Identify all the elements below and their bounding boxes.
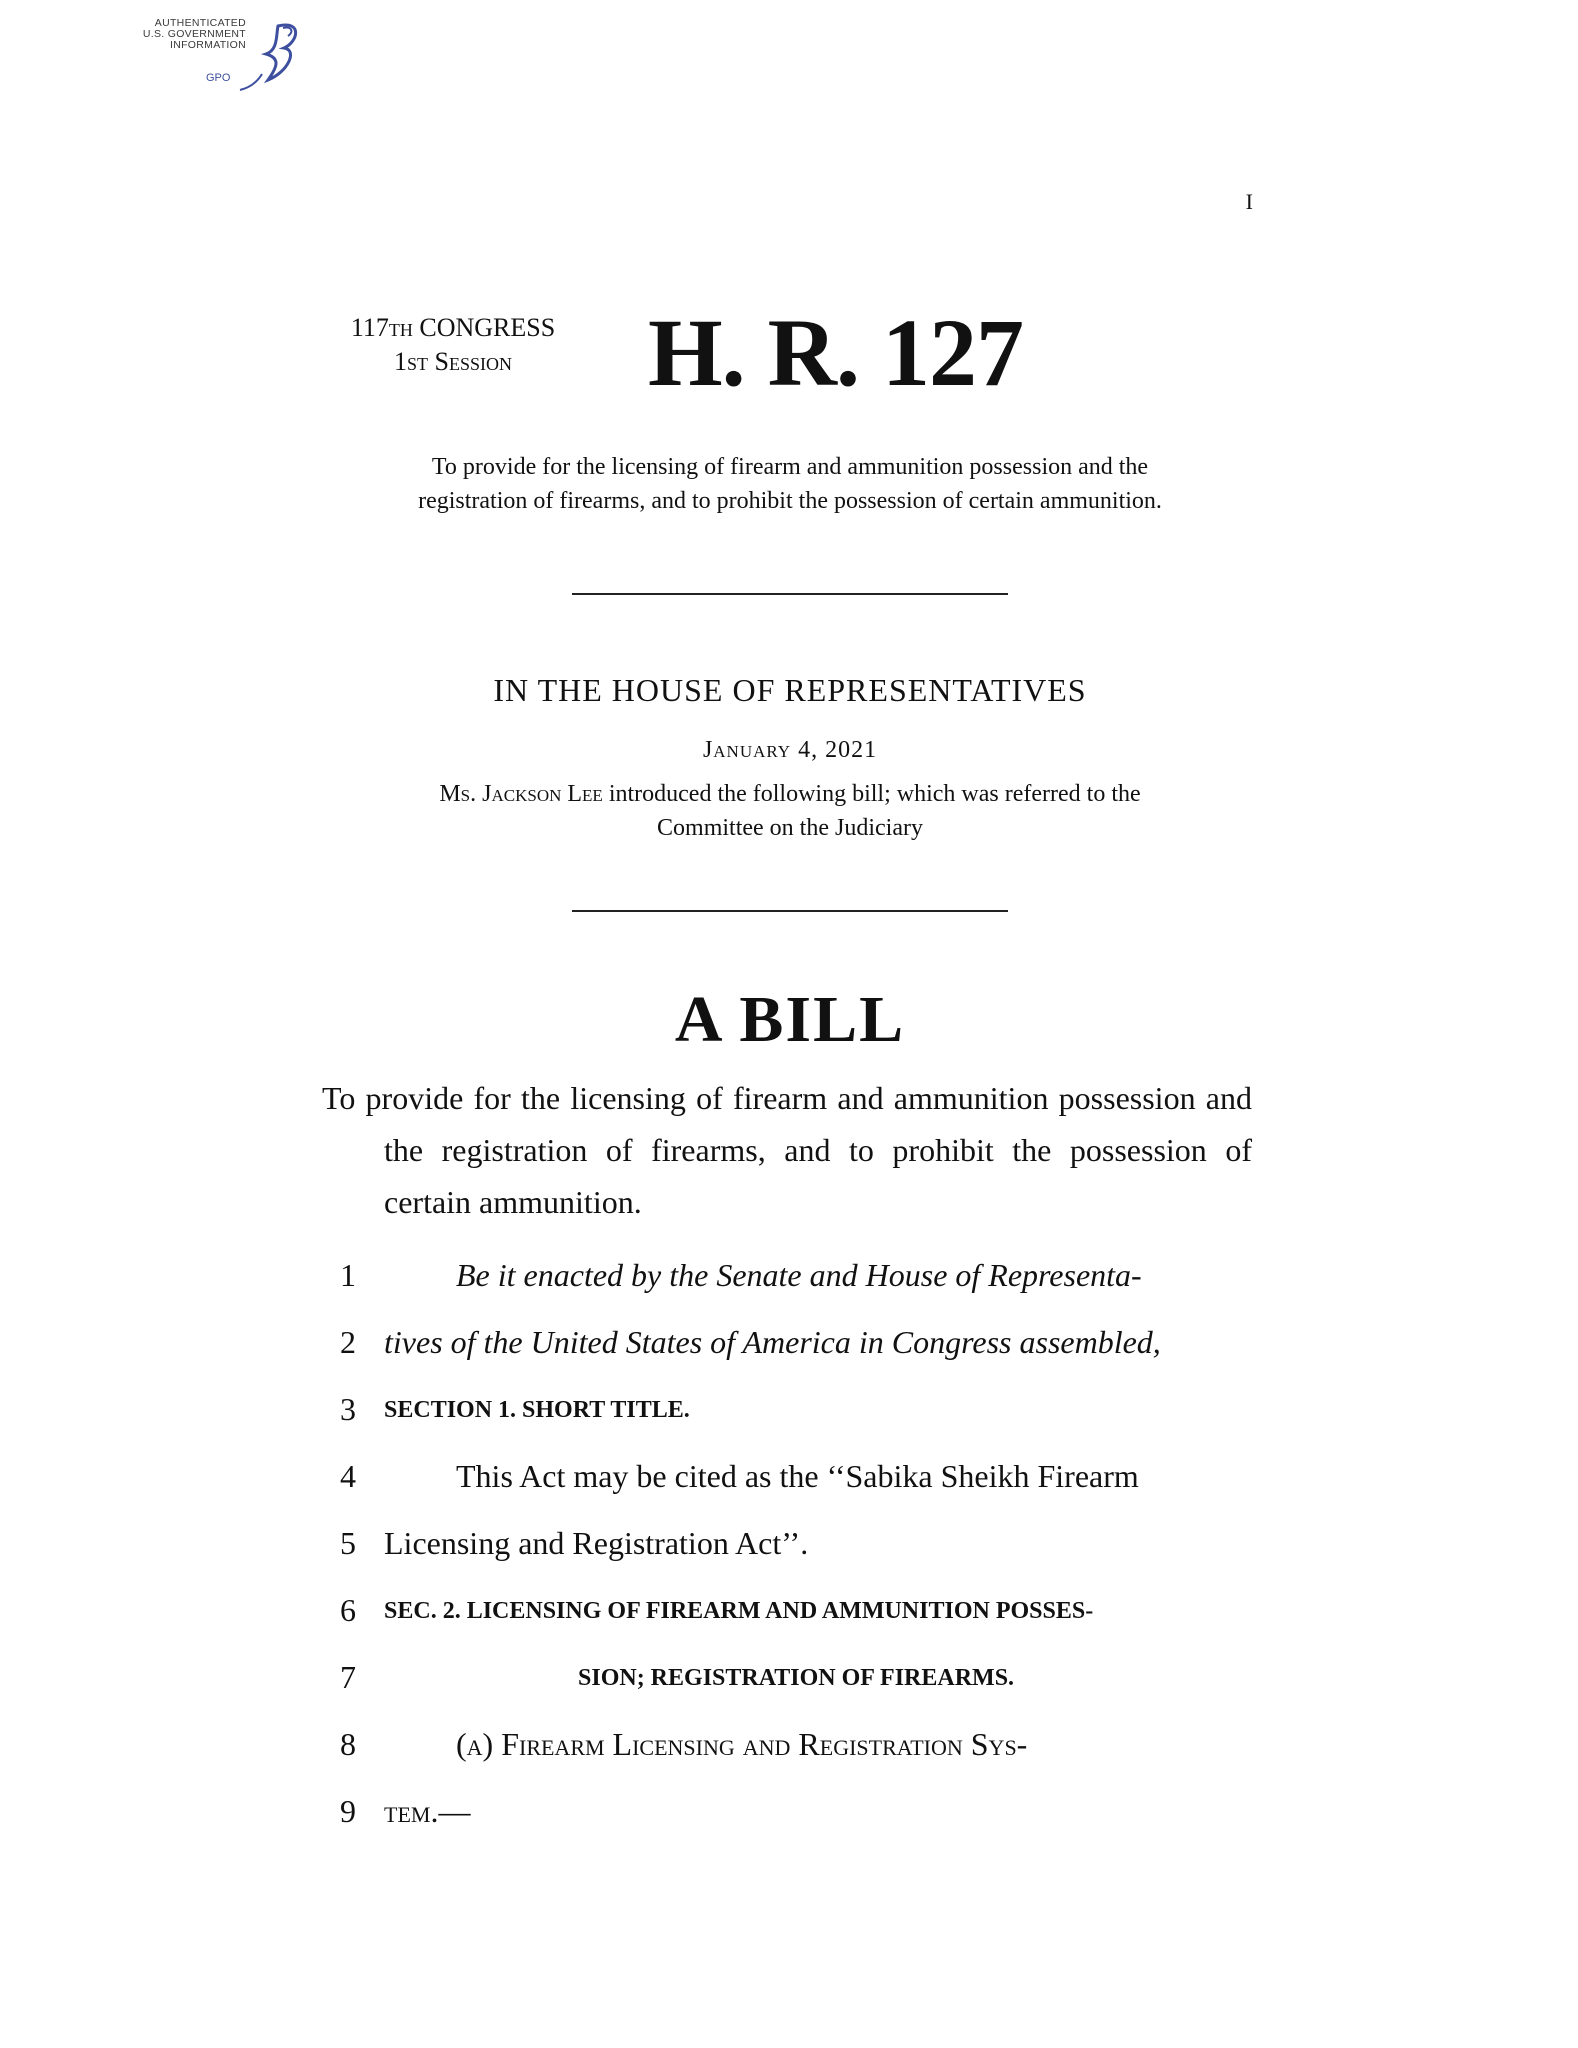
- line-number: 6: [340, 1592, 356, 1628]
- long-title: [322, 1072, 1252, 1228]
- introduction-line-2: Committee on the Judiciary: [657, 815, 923, 841]
- session-word: Session: [434, 347, 512, 376]
- long-title-text: To provide for the licensing of firearm and ammunition possession and the registration of firearms, and to prohibit the possession of certain ammunition.: [322, 1080, 1252, 1220]
- sponsor-name: Ms. Jackson Lee: [439, 781, 603, 807]
- enacting-clause-line-1: Be it enacted by the Senate and House of Representa-: [456, 1257, 1142, 1293]
- short-caption: [250, 450, 1330, 518]
- line-number: 2: [340, 1324, 356, 1360]
- introduction-line-1-text: introduced the following bill; which was referred to the: [602, 781, 1141, 807]
- line-number: 7: [340, 1659, 356, 1695]
- section-2-heading-line-1: SEC. 2. LICENSING OF FIREARM AND AMMUNITION POSSES-: [384, 1598, 1094, 1624]
- subsection-a-heading-line-2: tem.—: [384, 1793, 471, 1829]
- short-caption-line-1: To provide for the licensing of firearm and ammunition possession and the: [431, 454, 1149, 480]
- divider-rule: [572, 593, 1008, 595]
- document-type-heading: A BILL: [674, 983, 906, 1056]
- line-number: 5: [340, 1525, 356, 1561]
- session-number: 1: [394, 347, 407, 376]
- seal-text-authenticated: AUTHENTICATED: [154, 17, 246, 29]
- line-number: 3: [340, 1391, 356, 1427]
- introduction-line-1: [250, 777, 1330, 811]
- seal-gpo-mark: GPO: [206, 72, 231, 84]
- line-number: 4: [340, 1458, 356, 1494]
- session-suffix: ST: [407, 354, 429, 374]
- line-number: 1: [340, 1257, 356, 1293]
- congress-session-block: [322, 312, 584, 380]
- congress-suffix: TH: [388, 320, 413, 340]
- congress-line: [322, 312, 584, 346]
- congress-number: 117: [350, 313, 389, 342]
- introduction-statement: [250, 777, 1330, 845]
- short-title-line-1: This Act may be cited as the ‘‘Sabika Sheikh Firearm: [456, 1458, 1139, 1494]
- session-line: [322, 346, 584, 380]
- short-caption-line-2: registration of firearms, and to prohibit the possession of certain ammunition.: [418, 488, 1162, 514]
- line-number: 9: [340, 1793, 356, 1829]
- enacting-clause-line-2: tives of the United States of America in Congress assembled,: [384, 1324, 1161, 1360]
- introduction-date: January 4, 2021: [702, 737, 878, 763]
- seal-text-government: U.S. GOVERNMENT: [142, 28, 246, 40]
- subsection-a-heading-line-1: (a) Firearm Licensing and Registration Sys-: [456, 1726, 1028, 1762]
- gpo-seal: [128, 14, 300, 94]
- page-mark: I: [1245, 189, 1253, 214]
- short-title-line-2: Licensing and Registration Act’’.: [384, 1525, 809, 1561]
- chamber-heading: IN THE HOUSE OF REPRESENTATIVES: [493, 672, 1087, 708]
- congress-word: CONGRESS: [419, 313, 556, 342]
- line-number: 8: [340, 1726, 356, 1762]
- divider-rule: [572, 910, 1008, 912]
- section-1-heading: SECTION 1. SHORT TITLE.: [384, 1397, 690, 1423]
- section-2-heading-line-2: SION; REGISTRATION OF FIREARMS.: [578, 1665, 1015, 1691]
- bill-number: H. R. 127: [648, 299, 1023, 406]
- seal-text-information: INFORMATION: [169, 39, 246, 51]
